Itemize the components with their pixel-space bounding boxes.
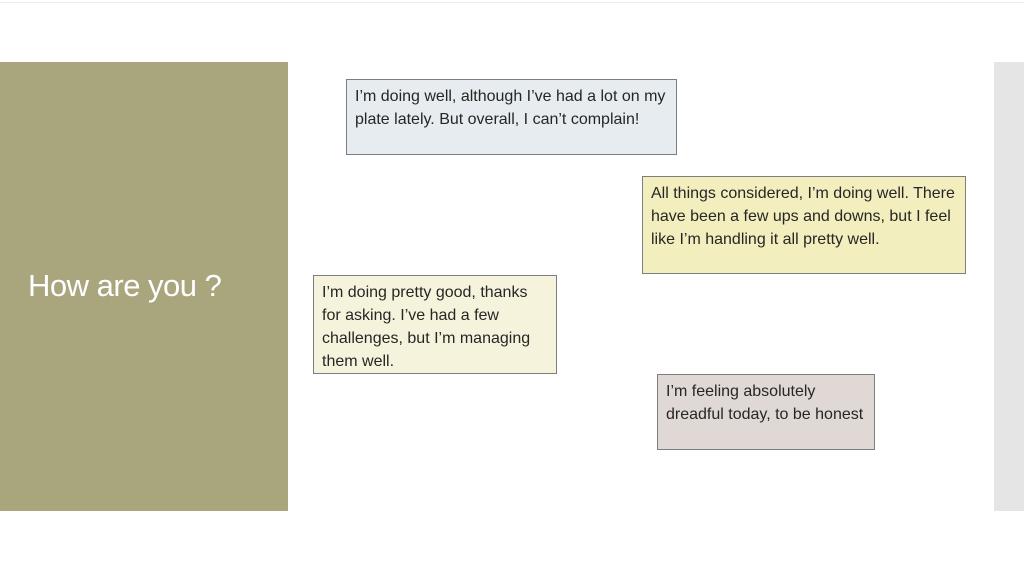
response-box-4: I’m feeling absolutely dreadful today, to be honest	[657, 374, 875, 450]
response-box-1: I’m doing well, although I’ve had a lot on my plate lately. But overall, I can’t complain!	[346, 79, 677, 155]
response-box-3: I’m doing pretty good, thanks for asking. I’ve had a few challenges, but I’m managing them well.	[313, 275, 557, 374]
slide	[0, 62, 1024, 511]
right-edge-strip	[994, 62, 1024, 511]
slide-title: How are you ?	[28, 268, 222, 303]
title-panel	[0, 62, 288, 511]
response-box-2: All things considered, I’m doing well. There have been a few ups and downs, but I feel like I’m handling it all pretty well.	[642, 176, 966, 274]
top-divider	[0, 2, 1024, 3]
